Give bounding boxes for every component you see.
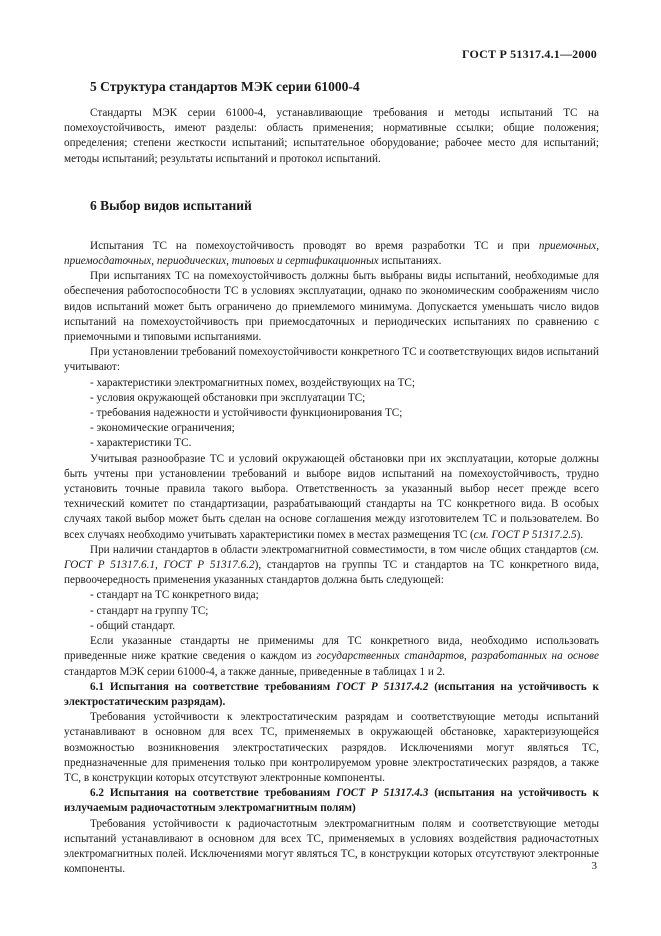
list-item: - стандарт на группу ТС; bbox=[90, 604, 209, 617]
section-6-paragraph-4: Учитывая разнообразие ТС и условий окружающей обстановки при их эксплуатации, которые должны быть учтены при установлении требований и выборе видов испытаний на помехоустойчивость, трудно установить точные правила такого выбора. Ответственность за указанный выбор несет прежде всего технический комитет по стандартизации, разрабатывающий стандарты на ТС конкретного вида. В особых случаях такой выбор может быть сделан на основе соглашения между изготовителем ТС и пользователем. Во всех случаях необходимо учитывать характеристики помех в местах размещения ТС (см. ГОСТ Р 51317.2.5). bbox=[64, 452, 599, 541]
section-5-title: 5 Структура стандартов МЭК серии 61000-4 bbox=[90, 79, 360, 94]
subsection-6-2-heading: 6.2 Испытания на соответствие требованиям ГОСТ Р 51317.4.3 (испытания на устойчивость к излучаемым радиочастотным электромагнитным полям) bbox=[64, 787, 599, 815]
list-item: - стандарт на ТС конкретного вида; bbox=[90, 589, 259, 602]
section-6-paragraph-3: При установлении требований помехоустойчивости конкретного ТС и соответствующих видов испытаний учитывают: bbox=[64, 346, 599, 374]
list-item: - общий стандарт. bbox=[90, 619, 176, 632]
section-6-paragraph-1: Испытания ТС на помехоустойчивость проводят во время разработки ТС и при приемочных, приемосдаточных, периодических, типовых и сертификационных испытаниях. bbox=[64, 239, 599, 268]
page-content bbox=[64, 78, 599, 877]
section-6-paragraph-6: Если указанные стандарты не применимы для ТС конкретного вида, необходимо использовать приведенные ниже краткие сведения о каждом из государственных стандартов, разработанных на основе стандартов МЭК серии 61000-4, а также данные, приведенные в таблицах 1 и 2. bbox=[64, 635, 599, 678]
list-item: - характеристики электромагнитных помех, воздействующих на ТС; bbox=[90, 376, 415, 389]
list-item: - характеристики ТС. bbox=[90, 437, 192, 450]
list-item: - экономические ограничения; bbox=[90, 422, 235, 435]
document-code: ГОСТ Р 51317.4.1—2000 bbox=[461, 47, 597, 61]
subsection-6-1-heading: 6.1 Испытания на соответствие требованиям ГОСТ Р 51317.4.2 (испытания на устойчивость к электростатическим разрядам). bbox=[64, 680, 599, 708]
section-6-paragraph-2: При испытаниях ТС на помехоустойчивость должны быть выбраны виды испытаний, необходимые для обеспечения работоспособности ТС в условиях эксплуатации, однако по экономическим соображениям число видов испытаний может быть ограничено до приемлемого минимума. Допускается уменьшать число видов испытаний на помехоустойчивость при приемосдаточных и периодических испытаниях по сравнению с приемочными и типовыми испытаниями. bbox=[64, 270, 599, 344]
list-item: - требования надежности и устойчивости функционирования ТС; bbox=[90, 407, 403, 420]
section-6-title: 6 Выбор видов испытаний bbox=[90, 197, 252, 213]
section-6-paragraph-5: При наличии стандартов в области электромагнитной совместимости, в том числе общих стандартов (см. ГОСТ Р 51317.6.1, ГОСТ Р 51317.6.2), стандартов на группы ТС и стандартов на ТС конкретного вида, первоочередность применения указанных стандартов должна быть следующей: bbox=[64, 543, 599, 587]
list-item: - условия окружающей обстановки при эксплуатации ТС; bbox=[90, 391, 366, 404]
page-number: 3 bbox=[591, 860, 597, 872]
subsection-6-1-body: Требования устойчивости к электростатическим разрядам и соответствующие методы испытаний устанавливают в основном для всех ТС, применяемых в окружающей обстановке, характеризующейся возможностью возникновения электростатических разрядов. Исключениями могут являться ТС, предназначенные для применения только при контролируемом уровне электростатических разрядов, а также ТС, в конструкции которых отсутствуют электронные компоненты. bbox=[64, 711, 599, 784]
section-5-paragraph: Стандарты МЭК серии 61000-4, устанавливающие требования и методы испытаний ТС на помехоустойчивость, имеют разделы: область применения; нормативные ссылки; общие положения; определения; степени жесткости испытаний; испытательное оборудование; рабочее место для испытаний; методы испытаний; результаты испытаний и протокол испытаний. bbox=[64, 107, 599, 165]
subsection-6-2-body: Требования устойчивости к радиочастотным электромагнитным полям и соответствующие методы испытаний устанавливают в основном для всех ТС, применяемых в условиях воздействия радиочастотных электромагнитных полей. Исключениями могут являться ТС, в конструкции которых отсутствуют электронные компоненты. bbox=[64, 817, 599, 876]
